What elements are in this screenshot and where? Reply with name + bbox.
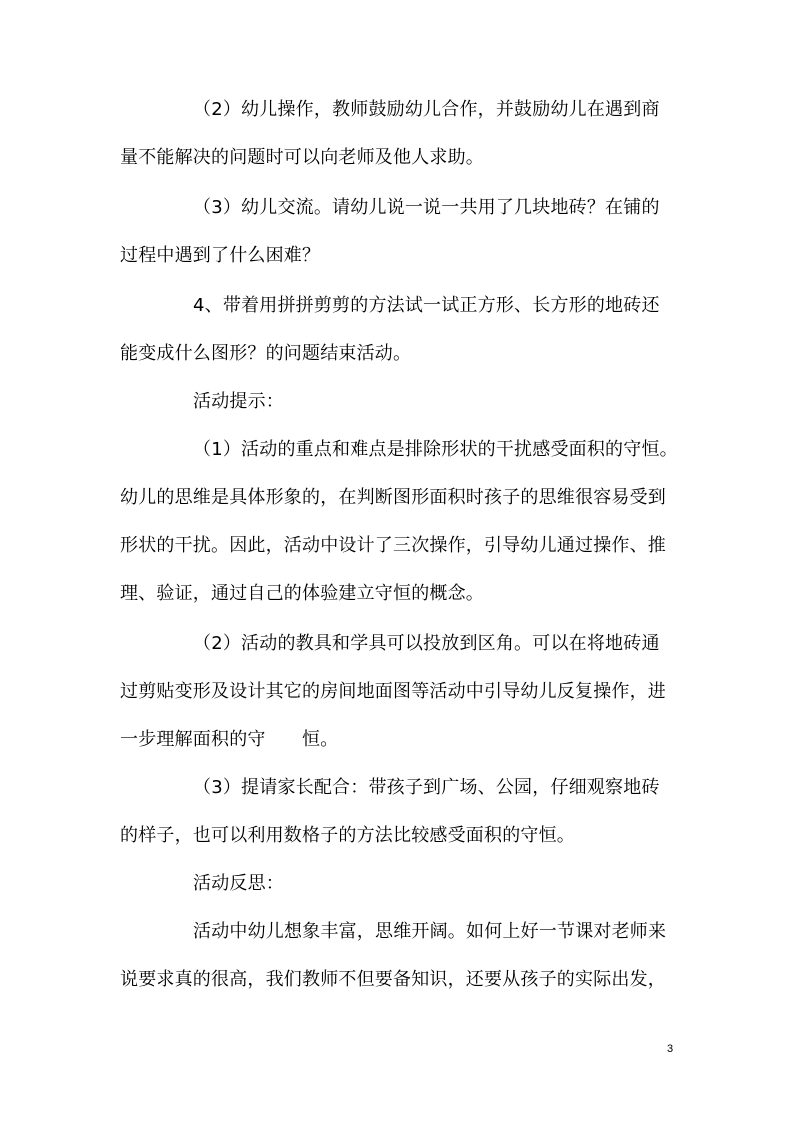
section-heading: 活动反思： — [193, 873, 284, 894]
text-line: 量不能解决的问题时可以向老师及他人求助。 — [120, 147, 484, 168]
section-heading: 活动提示： — [193, 391, 284, 412]
text-line: 理、验证，通过自己的体验建立守恒的概念。 — [120, 583, 484, 604]
page-number: 3 — [667, 1043, 674, 1055]
text-line: 一步理解面积的守 恒。 — [120, 729, 339, 750]
text-line: （3）幼儿交流。请幼儿说一说一共用了几块地砖？在铺的 — [193, 197, 660, 218]
text-line: 4、带着用拼拼剪剪的方法试一试正方形、长方形的地砖还 — [193, 295, 660, 316]
text-line: （2）幼儿操作，教师鼓励幼儿合作，并鼓励幼儿在遇到商 — [193, 99, 660, 120]
text-line: 形状的干扰。因此，活动中设计了三次操作，引导幼儿通过操作、推 — [120, 535, 666, 556]
text-line: 过程中遇到了什么困难？ — [120, 245, 321, 266]
text-line: （2）活动的教具和学具可以投放到区角。可以在将地砖通 — [193, 633, 660, 654]
text-line: 过剪贴变形及设计其它的房间地面图等活动中引导幼儿反复操作，进 — [120, 681, 666, 702]
text-line: 说要求真的很高，我们教师不但要备知识，还要从孩子的实际出发， — [120, 969, 666, 990]
text-line: （1）活动的重点和难点是排除形状的干扰感受面积的守恒。 — [193, 439, 678, 460]
text-line: 的样子，也可以利用数格子的方法比较感受面积的守恒。 — [120, 825, 575, 846]
text-line: 活动中幼儿想象丰富，思维开阔。如何上好一节课对老师来 — [193, 921, 667, 942]
text-line: 幼儿的思维是具体形象的，在判断图形面积时孩子的思维很容易受到 — [120, 487, 666, 508]
text-line: （3）提请家长配合：带孩子到广场、公园，仔细观察地砖 — [193, 777, 660, 798]
text-line: 能变成什么图形？的问题结束活动。 — [120, 343, 412, 364]
